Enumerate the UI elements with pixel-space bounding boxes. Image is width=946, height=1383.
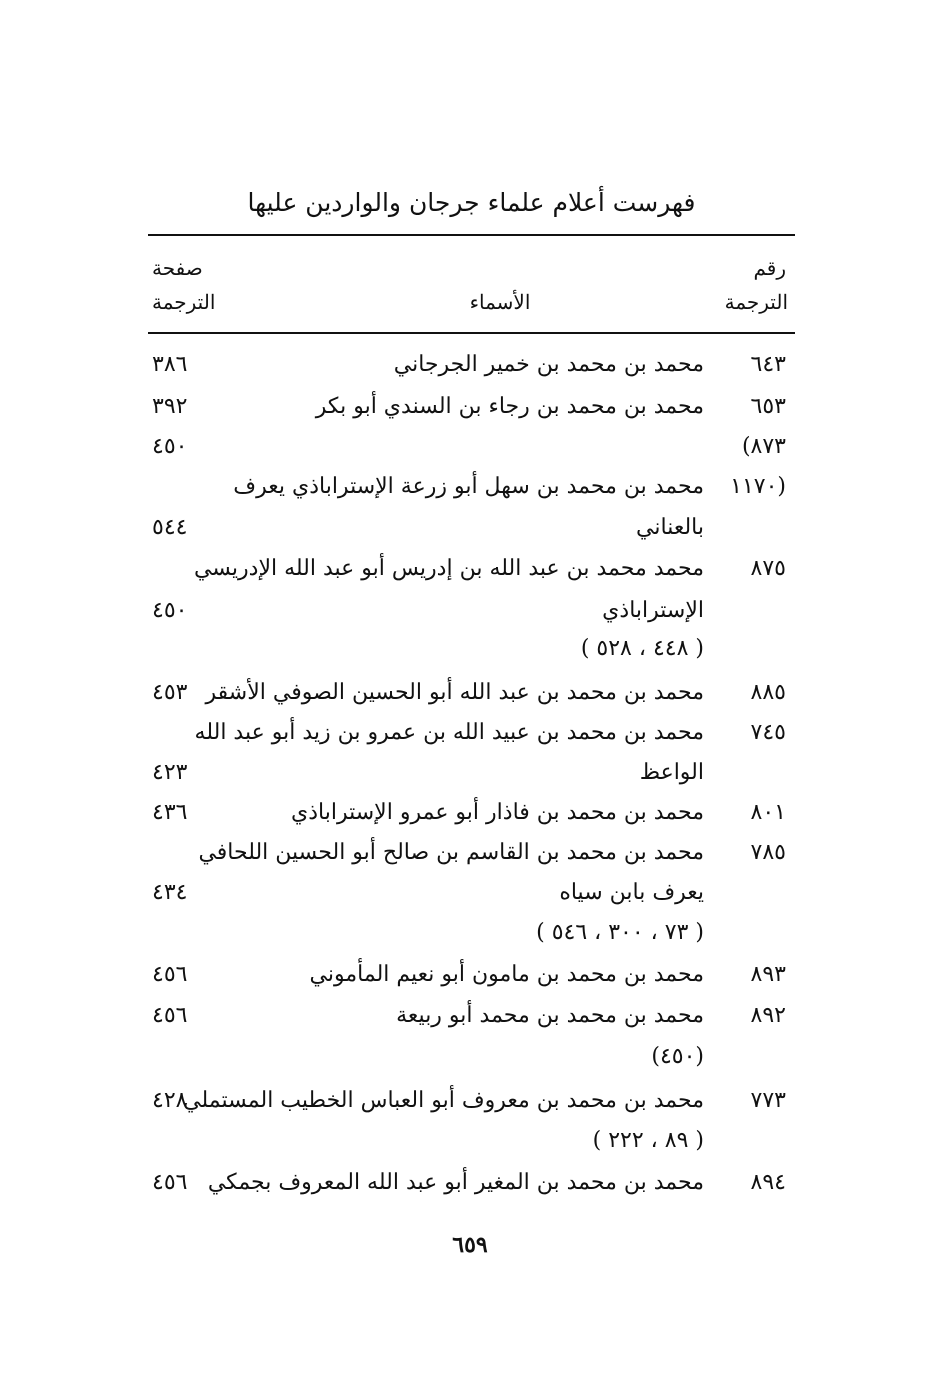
running-title: فهرست أعلام علماء جرجان والواردين عليها <box>247 188 696 217</box>
entry-page: ٤٢٣ <box>152 760 188 785</box>
entry-name: محمد بن محمد بن المغير أبو عبد الله المعروف بجمكي <box>207 1170 704 1195</box>
header-top-rule <box>148 234 795 236</box>
entry-name: محمد بن محمد بن القاسم بن صالح أبو الحسين اللحافي <box>198 840 704 865</box>
entry-name: محمد بن محمد بن رجاء بن السندي أبو بكر <box>315 394 704 419</box>
entry-page: ٤٥٦ <box>152 1003 188 1028</box>
entry-name: الواعظ <box>639 760 704 785</box>
entry-page: ٤٢٨ <box>152 1088 188 1113</box>
entry-name: محمد بن محمد بن سهل أبو زرعة الإستراباذي يعرف <box>233 474 704 499</box>
entry-number: ٧٨٥ <box>750 840 786 865</box>
entry-page: ٥٤٤ <box>152 515 188 540</box>
entry-page: ٣٨٦ <box>152 352 188 377</box>
entry-page: ٤٥٣ <box>152 680 188 705</box>
entry-name: بالعناني <box>636 515 704 540</box>
entry-number-header-line1: رقم <box>753 256 786 280</box>
page-number: ٦٥٩ <box>452 1232 488 1258</box>
entry-name: ( ٤٤٨ ، ٥٢٨ ) <box>580 636 704 661</box>
entry-name: يعرف بابن سياه <box>559 880 704 905</box>
entry-name: ( ٨٩ ، ٢٢٢ ) <box>592 1128 704 1153</box>
page-header-line1: صفحة <box>152 256 203 280</box>
entry-number: ٨٩٣ <box>750 962 786 987</box>
entry-name: محمد بن محمد بن عبد الله أبو الحسين الصوفي الأشقر <box>205 680 704 705</box>
entry-name: محمد بن محمد بن مامون أبو نعيم المأموني <box>309 962 704 987</box>
entry-name: محمد بن محمد بن عبيد الله بن عمرو بن زيد أبو عبد الله <box>194 720 704 745</box>
entry-name: محمد بن محمد بن خمير الجرجاني <box>393 352 704 377</box>
entry-name: (٤٥٠) <box>651 1044 704 1069</box>
entry-number: ٨٨٥ <box>750 680 786 705</box>
entry-number: ٧٤٥ <box>750 720 786 745</box>
entry-number: ٨٧٣) <box>741 434 786 459</box>
entry-number-header-line2: الترجمة <box>724 290 788 314</box>
header-bottom-rule <box>148 332 795 334</box>
entry-number: ٨٠١ <box>750 800 786 825</box>
entry-number: ٨٧٥ <box>750 556 786 581</box>
entry-page: ٤٥٦ <box>152 1170 188 1195</box>
entry-page: ٣٩٢ <box>152 394 188 419</box>
entry-number: ٨٩٤ <box>750 1170 786 1195</box>
entry-page: ٤٣٤ <box>152 880 188 905</box>
entry-number: ٨٩٢ <box>750 1003 786 1028</box>
page-header-line2: الترجمة <box>152 290 216 314</box>
entry-page: ٤٥٠ <box>152 598 188 623</box>
names-header: الأسماء <box>469 290 531 314</box>
entry-page: ٤٥٦ <box>152 962 188 987</box>
entry-number: ٦٤٣ <box>750 352 786 377</box>
entry-name: محمد بن محمد بن فاذار أبو عمرو الإستراباذي <box>291 800 704 825</box>
entry-page: ٤٣٦ <box>152 800 188 825</box>
entry-name: محمد محمد بن عبد الله بن إدريس أبو عبد الله الإدريسي <box>193 556 704 581</box>
entry-name: ( ٧٣ ، ٣٠٠ ، ٥٤٦ ) <box>536 920 704 945</box>
entry-page: ٤٥٠ <box>152 434 188 459</box>
entry-name: محمد بن محمد بن محمد أبو ربيعة <box>396 1003 704 1028</box>
entry-number: ٦٥٣ <box>750 394 786 419</box>
entry-number: ٧٧٣ <box>750 1088 786 1113</box>
entry-name: محمد بن محمد بن معروف أبو العباس الخطيب المستملي <box>183 1088 704 1113</box>
entry-name: الإستراباذي <box>602 598 704 623</box>
entry-number: (١١٧٠ <box>730 474 786 499</box>
